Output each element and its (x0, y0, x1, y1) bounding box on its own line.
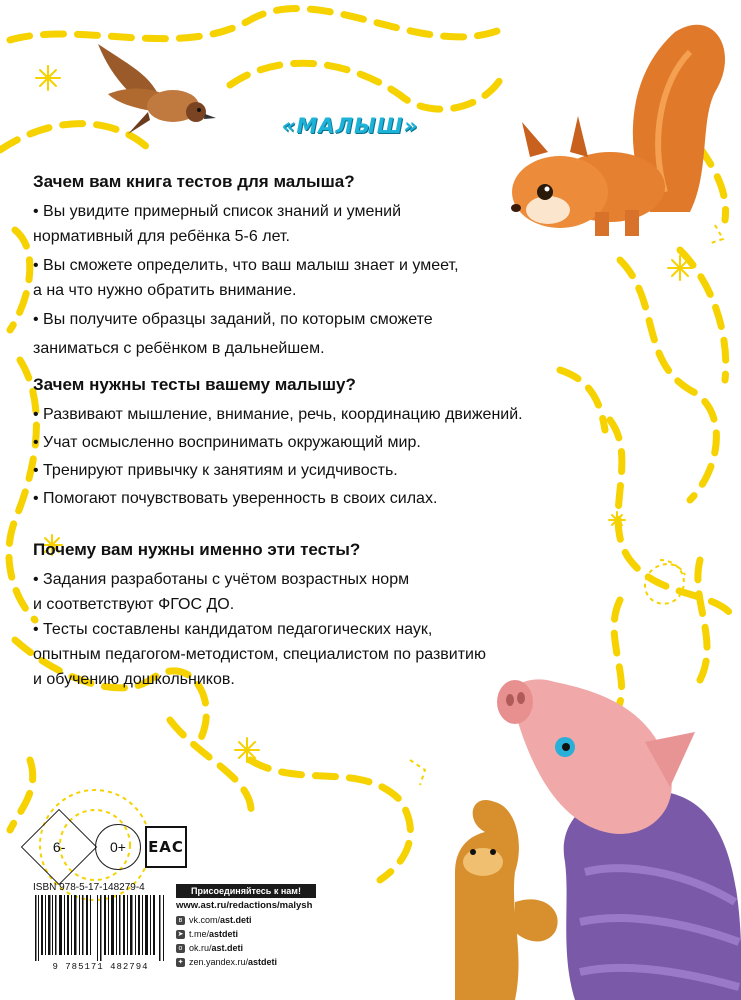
zen-icon: ✦ (177, 958, 184, 966)
social-link-telegram[interactable] (176, 928, 277, 940)
text-line: а на что нужно обратить внимание. (33, 282, 297, 299)
section-why-tests (33, 374, 613, 511)
age-badge-text: 6- (52, 838, 66, 855)
text-line: • Тесты составлены кандидатом педагогических наук, (33, 621, 433, 638)
text-line: • Вы увидите примерный список знаний и умений (33, 203, 402, 220)
section-title: Зачем нужны тесты вашему малышу? (33, 375, 356, 394)
section-why-these-tests (33, 539, 613, 692)
sparrow-illustration (88, 34, 218, 144)
text-line: • Тренируют привычку к занятиям и усидчивость. (33, 462, 398, 479)
social-prefix: t.me/ (189, 929, 210, 939)
text-line: • Вы получите образцы заданий, по которым сможете (33, 311, 433, 328)
text-line: • Помогают почувствовать уверенность в своих силах. (33, 490, 438, 507)
social-handle: ast.deti (220, 915, 252, 925)
social-prefix: ok.ru/ (189, 943, 212, 953)
website-link[interactable]: www.ast.ru/redactions/malysh (176, 900, 313, 911)
section-title: Почему вам нужны именно эти тесты? (33, 540, 361, 559)
social-link-ok[interactable] (176, 942, 277, 954)
text-line: • Задания разработаны с учётом возрастных норм (33, 571, 410, 588)
ok-icon: о (176, 944, 185, 953)
rating-badge-circle: 0+ (95, 824, 141, 870)
pig-and-bear-illustration (455, 672, 741, 1000)
text-line: и соответствуют ФГОС ДО. (33, 596, 235, 613)
social-link-vk[interactable] (176, 914, 277, 926)
social-handle: ast.deti (211, 943, 244, 953)
join-us-banner: Присоединяйтесь к нам! (176, 884, 316, 898)
text-line: заниматься с ребёнком в дальнейшем. (33, 340, 325, 357)
text-line: и обучению дошкольников. (33, 671, 235, 688)
section-title: Зачем вам книга тестов для малыша? (33, 172, 355, 191)
social-handle: astdeti (209, 929, 239, 939)
telegram-icon: ➤ (177, 930, 184, 938)
social-links (176, 914, 277, 970)
text-line: нормативный для ребёнка 5-6 лет. (33, 228, 290, 245)
social-handle: astdeti (248, 957, 278, 967)
text-line: • Учат осмысленно воспринимать окружающий мир. (33, 434, 421, 451)
publisher-logo: «МАЛЫШ» (281, 114, 419, 138)
isbn: ISBN 978-5-17-148279-4 (33, 882, 145, 893)
social-link-zen[interactable] (176, 956, 277, 968)
text-line: • Развивают мышление, внимание, речь, координацию движений. (33, 406, 523, 423)
section-why-book (33, 171, 613, 361)
text-line: опытным педагогом-методистом, специалистом по развитию (33, 646, 486, 663)
social-prefix: vk.com/ (189, 915, 221, 925)
barcode-number: 9 785171 482794 (52, 962, 149, 972)
barcode (33, 895, 168, 961)
eac-mark: EAC (145, 826, 187, 868)
text-line: • Вы сможете определить, что ваш малыш знает и умеет, (33, 257, 459, 274)
social-prefix: zen.yandex.ru/ (189, 957, 249, 967)
vk-icon: в (176, 916, 185, 925)
